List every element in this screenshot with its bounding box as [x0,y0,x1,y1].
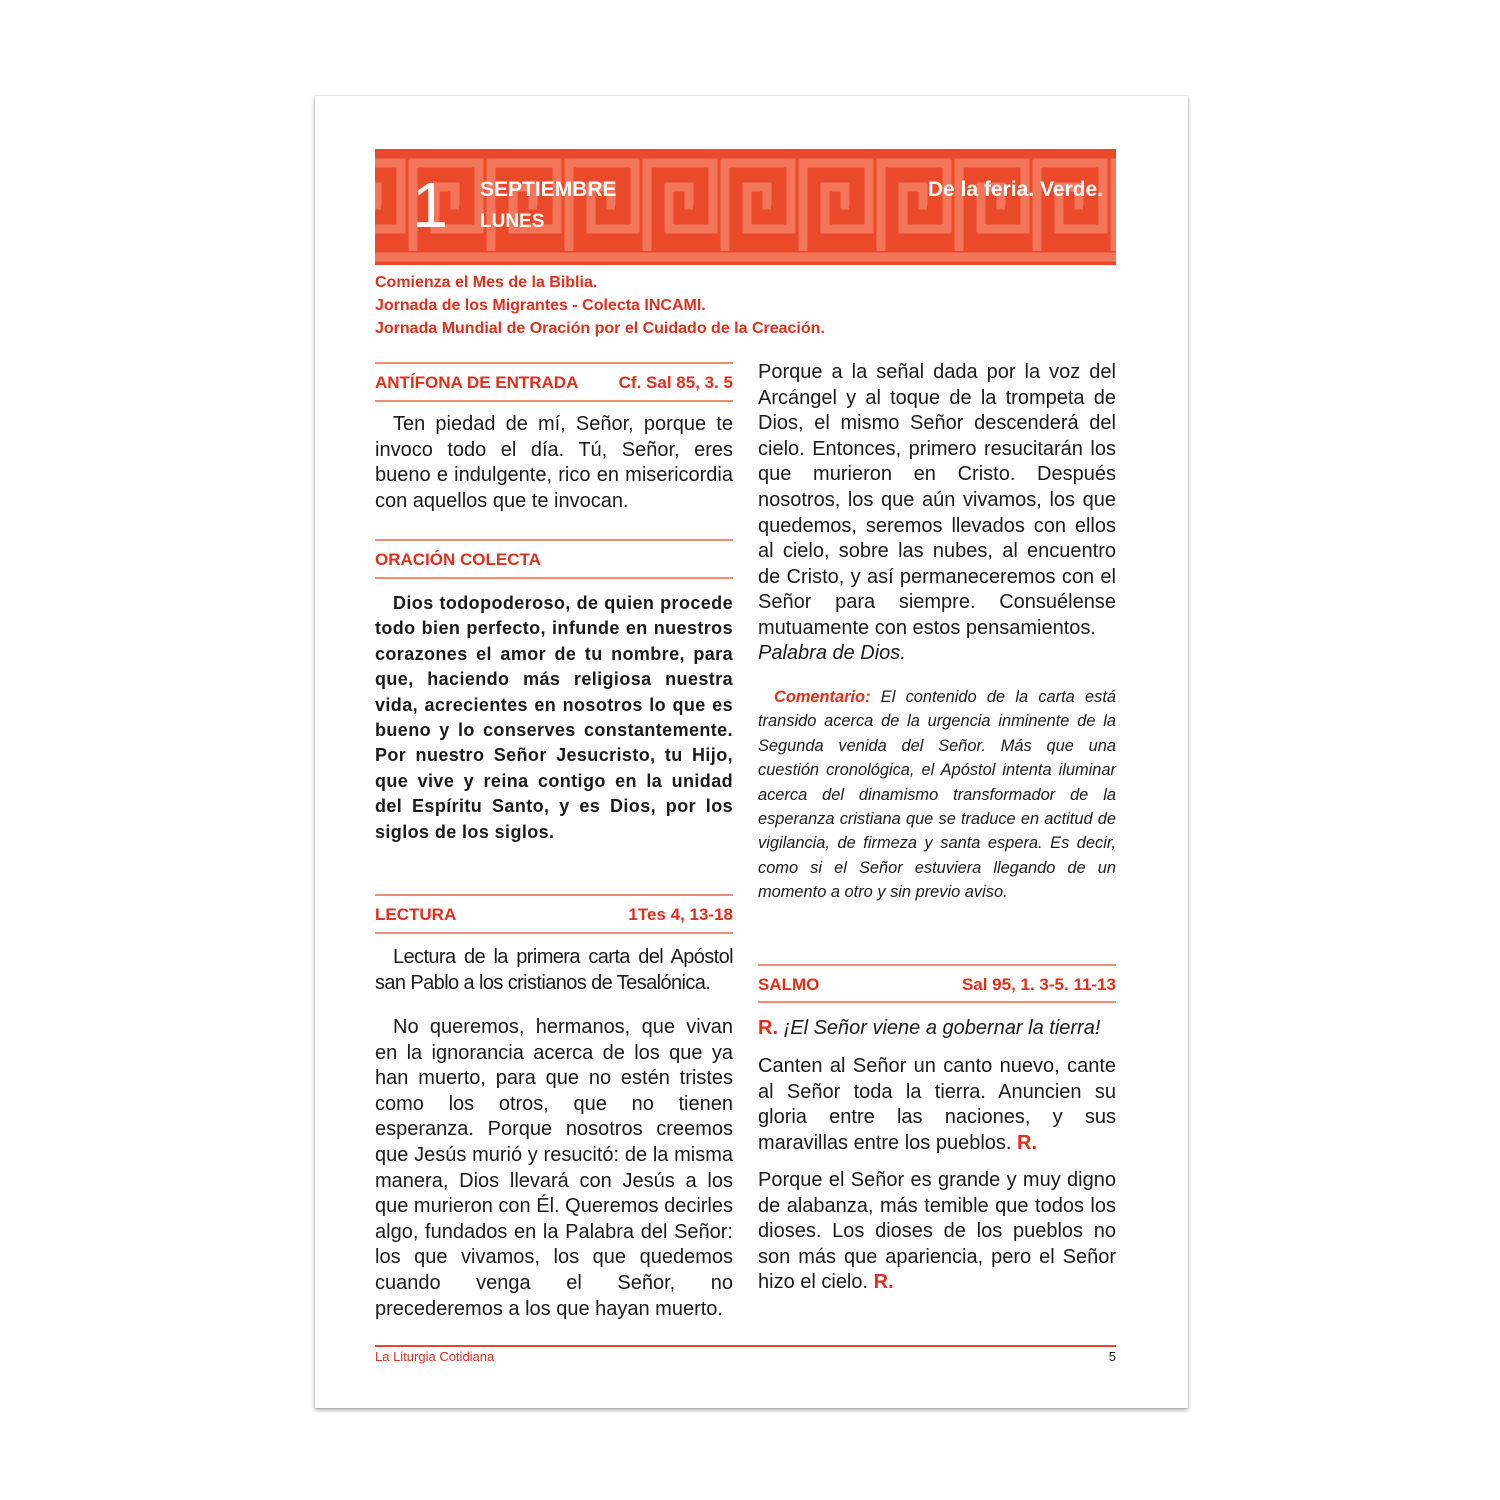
section-rule [375,400,733,402]
meander-segment [375,163,401,251]
oracion-title: ORACIÓN COLECTA [375,550,541,569]
antifona-title: ANTÍFONA DE ENTRADA [375,373,579,392]
meander-segment [881,163,947,251]
lectura-continuation: Porque a la señal dada por la voz del Arcángel y al toque de la trompeta de Dios, el mismo Señor descenderá del cielo. Entonces, primero resucitarán los que murieron en Cristo. Después nosotros, los que aún vivamos, los que quedemos, seremos llevados con ellos al cielo, sobre las nubes, al encuentro de Cristo, y así permaneceremos con el Señor para siempre. Consuélense mutuamente con estos pensamientos. [758,361,1116,639]
section-rule [758,964,1116,966]
salmo-ref: Sal 95, 1. 3-5. 11-13 [961,975,1116,994]
greek-key-pattern [375,149,1116,265]
notice-line: Jornada de los Migrantes - Colecta INCAMI. [375,297,706,314]
section-rule [375,932,733,934]
footer-rule [375,1345,1116,1347]
meander-segment [1115,163,1116,251]
meander-segment [1037,163,1103,251]
meander-segment [725,163,791,251]
page-number: 5 [1108,1349,1116,1364]
meander-segment [959,163,1025,251]
antifona-text: Ten piedad de mí, Señor, porque te invoco todo el día. Tú, Señor, eres bueno e indulgente, rico en misericordia con aquellos que te invocan. [375,413,733,512]
response-marker: R. [1017,1131,1038,1154]
verse-text: Canten al Señor un canto nuevo, cante al Señor toda la tierra. Anuncien su gloria entre las naciones, y sus maravillas entre los pueblos. [758,1055,1116,1154]
lectura-intro: Lectura de la primera carta del Apóstol san Pablo a los cristianos de Tesalónica. [375,946,733,994]
notice-line: Comienza el Mes de la Biblia. [375,274,598,291]
salmo-response [758,1016,1118,1042]
comentario-lead: Comentario: [774,688,871,706]
day-number: 1 [412,169,448,241]
weekday-label: LUNES [480,211,545,232]
lectura-text: No queremos, hermanos, que vivan en la ignorancia acerca de los que ya han muerto, para que no estén tristes como los otros, que no tienen esperanza. Porque nosotros creemos que Jesús murió y resucitó: de la misma manera, Dios llevará con Jesús a los que murieron con Él. Queremos decirles algo, fundados en la Palabra del Señor: los que vivamos, los que quedemos cuando venga el Señor, no precederemos a los que hayan muerto. [375,1016,733,1320]
section-rule [375,577,733,579]
response-marker: R. [758,1017,778,1039]
comentario-text: El contenido de la carta está transido acerca de la urgencia inminente de la Segunda venida del Señor. Más que una cuestión cronológica, el Apóstol intenta iluminar acerca del dinamismo transformador de la esperanza cristiana que se traduce en actitud de vigilancia, de firmeza y santa espera. Es decir, como si el Señor estuviera llegando de un momento a otro y sin previo aviso. [758,688,1116,902]
section-rule [375,539,733,541]
celebration-label: De la feria. Verde. [927,178,1103,201]
verse-text: Porque el Señor es grande y muy digno de alabanza, más temible que todos los dioses. Los dioses de los pueblos no son más que apariencia, pero el Señor hizo el cielo. [758,1169,1116,1294]
notice-line: Jornada Mundial de Oración por el Cuidado de la Creación. [375,320,825,337]
comentario-block [758,685,1116,905]
lectura-ref: 1Tes 4, 13-18 [628,905,733,924]
lectura-closing: Palabra de Dios. [758,642,906,664]
antifona-ref: Cf. Sal 85, 3. 5 [618,373,733,392]
section-rule [758,1001,1116,1003]
salmo-verse [758,1168,1116,1296]
month-label: SEPTIEMBRE [480,178,617,201]
salmo-verse [758,1054,1116,1156]
section-rule [375,362,733,364]
meander-segment [569,163,635,251]
salmo-title: SALMO [758,975,820,994]
lectura-title: LECTURA [375,905,457,924]
footer-book-title: La Liturgia Cotidiana [375,1349,495,1364]
oracion-text: Dios todopoderoso, de quien procede todo bien perfecto, infunde en nuestros corazones el amor de tu nombre, para que, haciendo más religiosa nuestra vida, acrecientes en nosotros lo que es bueno y lo conserves constantemente. Por nuestro Señor Jesucristo, tu Hijo, que vive y reina contigo en la unidad del Espíritu Santo, y es Dios, por los siglos de los siglos. [375,593,733,842]
date-banner [375,149,1116,265]
meander-segment [491,163,557,251]
response-marker: R. [873,1271,894,1294]
response-text: ¡El Señor viene a gobernar la tierra! [783,1017,1101,1039]
meander-segment [803,163,869,251]
meander-segment [647,163,713,251]
section-rule [375,894,733,896]
